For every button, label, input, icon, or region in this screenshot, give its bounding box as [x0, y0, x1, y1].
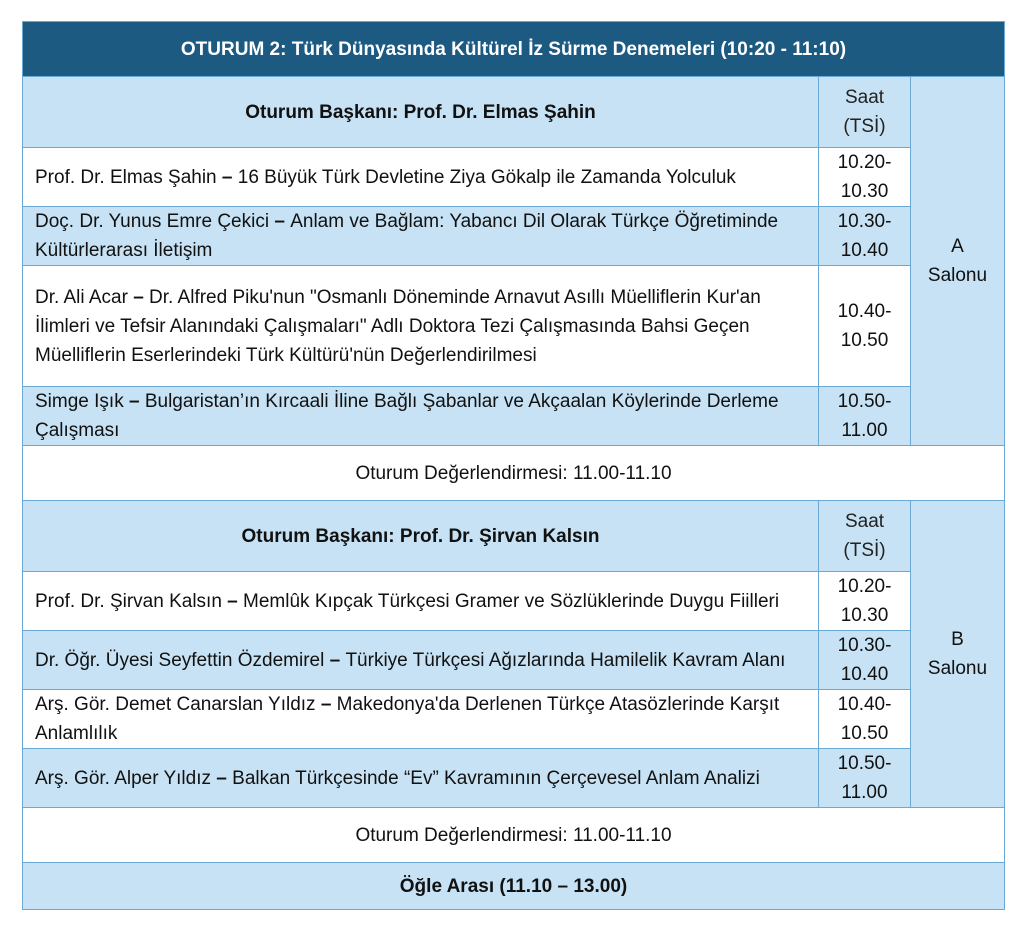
program-table	[22, 21, 1005, 910]
talk-time-start: 10.20-	[837, 152, 892, 173]
talk-time-end: 11.00	[841, 420, 888, 441]
chair-row	[23, 77, 1005, 148]
talk-author: Prof. Dr. Şirvan Kalsın	[35, 590, 222, 612]
talk-title: Memlûk Kıpçak Türkçesi Gramer ve Sözlüklerinde Duygu Fiilleri	[243, 590, 780, 612]
session-evaluation: Oturum Değerlendirmesi: 11.00-11.10	[23, 808, 1005, 863]
talk-separator: –	[127, 286, 150, 308]
talk-time-end: 10.30	[840, 605, 889, 626]
talk-separator: –	[315, 694, 337, 715]
talk-title: Bulgaristan’ın Kırcaali İline Bağlı Şabanlar ve Akçaalan Köylerinde Derleme Çalışması	[35, 391, 779, 441]
room-letter: B	[951, 629, 964, 650]
session-chair: Oturum Başkanı: Prof. Dr. Elmas Şahin	[23, 77, 819, 148]
talk-entry	[23, 387, 819, 446]
talk-separator: –	[269, 211, 291, 232]
room-word: Salonu	[927, 658, 988, 679]
talk-time-end: 10.40	[840, 240, 889, 261]
talk-title: 16 Büyük Türk Devletine Ziya Gökalp ile Zamanda Yolculuk	[237, 166, 736, 188]
talk-time	[819, 387, 911, 446]
talk-separator: –	[221, 590, 244, 612]
talk-author: Doç. Dr. Yunus Emre Çekici	[35, 211, 270, 232]
talk-author: Dr. Öğr. Üyesi Seyfettin Özdemirel	[35, 649, 325, 671]
talk-row	[23, 690, 1005, 749]
talk-time-start: 10.50-	[837, 753, 892, 774]
talk-time	[819, 572, 911, 631]
room-letter: A	[951, 236, 964, 257]
talk-row	[23, 387, 1005, 446]
room-word: Salonu	[927, 265, 988, 286]
talk-row	[23, 266, 1005, 387]
talk-time	[819, 266, 911, 387]
lunch-row	[23, 863, 1005, 910]
talk-title: Türkiye Türkçesi Ağızlarında Hamilelik Kavram Alanı	[345, 649, 786, 671]
talk-time-end: 10.50	[840, 330, 889, 351]
talk-entry	[23, 631, 819, 690]
talk-title: Anlam ve Bağlam: Yabancı Dil Olarak Türkçe Öğretiminde Kültürlerarası İletişim	[35, 211, 779, 261]
talk-entry	[23, 572, 819, 631]
talk-time-end: 10.40	[840, 664, 889, 685]
talk-entry	[23, 266, 819, 387]
session-title: OTURUM 2: Türk Dünyasında Kültürel İz Sürme Denemeleri (10:20 - 11:10)	[23, 22, 1005, 77]
talk-entry	[23, 148, 819, 207]
talk-author: Arş. Gör. Demet Canarslan Yıldız	[35, 694, 316, 715]
talk-row	[23, 749, 1005, 808]
talk-time-start: 10.30-	[837, 635, 892, 656]
session-chair: Oturum Başkanı: Prof. Dr. Şirvan Kalsın	[23, 501, 819, 572]
talk-author: Simge Işık	[35, 391, 124, 412]
lunch-break: Öğle Arası (11.10 – 13.00)	[23, 863, 1005, 910]
talk-time-start: 10.40-	[837, 694, 892, 715]
talk-entry	[23, 690, 819, 749]
talk-time-end: 10.30	[840, 181, 889, 202]
talk-time	[819, 207, 911, 266]
time-header	[819, 501, 911, 572]
talk-time	[819, 749, 911, 808]
talk-author: Prof. Dr. Elmas Şahin	[35, 166, 217, 188]
talk-row	[23, 572, 1005, 631]
session-title-row	[23, 22, 1005, 77]
talk-time	[819, 148, 911, 207]
talk-separator: –	[324, 649, 346, 671]
time-header	[819, 77, 911, 148]
talk-time-start: 10.30-	[837, 211, 892, 232]
talk-title: Balkan Türkçesinde “Ev” Kavramının Çerçevesel Anlam Analizi	[232, 767, 760, 789]
talk-title: Makedonya'da Derlenen Türkçe Atasözlerinde Karşıt Anlamlılık	[35, 694, 780, 744]
time-header-line: (TSİ)	[843, 116, 886, 137]
talk-author: Arş. Gör. Alper Yıldız	[35, 767, 212, 789]
talk-time-start: 10.50-	[837, 391, 892, 412]
talk-entry	[23, 749, 819, 808]
session-evaluation: Oturum Değerlendirmesi: 11.00-11.10	[23, 446, 1005, 501]
talk-row	[23, 631, 1005, 690]
talk-time-end: 10.50	[840, 723, 889, 744]
talk-separator: –	[216, 166, 238, 188]
room-label	[911, 501, 1005, 808]
talk-entry	[23, 207, 819, 266]
talk-row	[23, 207, 1005, 266]
talk-time	[819, 690, 911, 749]
time-header-line: (TSİ)	[843, 540, 886, 561]
talk-row	[23, 148, 1005, 207]
talk-time-start: 10.40-	[837, 301, 892, 322]
talk-title: Dr. Alfred Piku'nun "Osmanlı Döneminde Arnavut Asıllı Müelliflerin Kur'an İlimleri ve Tefsir Alanındaki Çalışmaları" Adlı Doktora Tezi Çalışmasında Bahsi Geçen Müelliflerin Eserlerindeki Türk Kültürü'nün Değerlendirilmesi	[35, 286, 761, 366]
evaluation-row	[23, 446, 1005, 501]
talk-time-end: 11.00	[841, 782, 888, 803]
talk-separator: –	[211, 767, 233, 789]
evaluation-row	[23, 808, 1005, 863]
room-label	[911, 77, 1005, 446]
talk-time	[819, 631, 911, 690]
time-header-line: Saat	[844, 511, 885, 532]
time-header-line: Saat	[844, 87, 885, 108]
talk-separator: –	[123, 391, 145, 412]
talk-author: Dr. Ali Acar	[35, 286, 128, 308]
chair-row	[23, 501, 1005, 572]
talk-time-start: 10.20-	[837, 576, 892, 597]
